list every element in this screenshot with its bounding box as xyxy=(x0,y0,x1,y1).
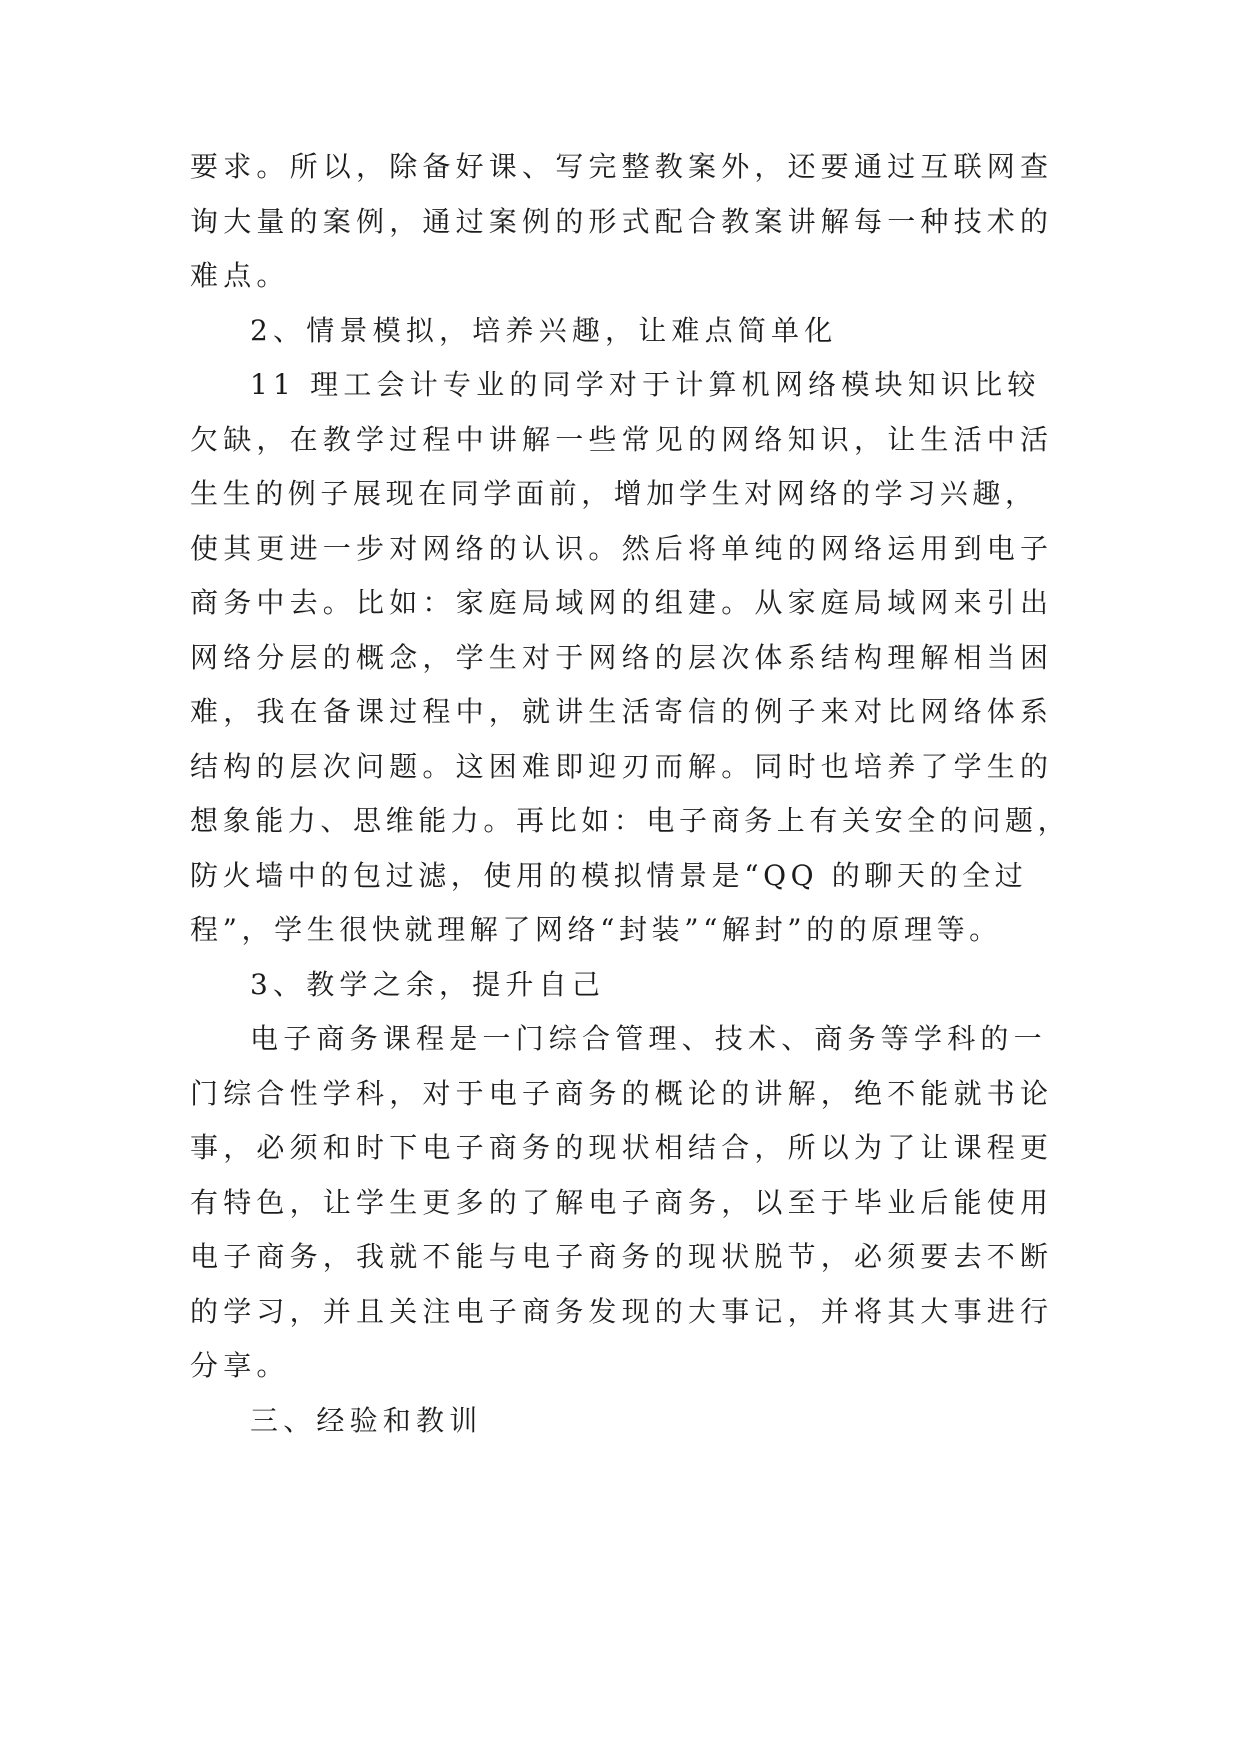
text-line: 询大量的案例，通过案例的形式配合教案讲解每一种技术的 xyxy=(190,205,1054,238)
text-line: 结构的层次问题。这困难即迎刃而解。同时也培养了学生的 xyxy=(190,750,1054,783)
text-line: 难，我在备课过程中，就讲生活寄信的例子来对比网络体系 xyxy=(190,695,1054,728)
text-line: 欠缺，在教学过程中讲解一些常见的网络知识，让生活中活 xyxy=(190,423,1054,456)
section-heading: 3、教学之余，提升自己 xyxy=(250,968,606,1001)
text-line: 程”，学生很快就理解了网络“封装”“解封”的的原理等。 xyxy=(190,913,1002,946)
text-line: 使其更进一步对网络的认识。然后将单纯的网络运用到电子 xyxy=(190,532,1054,565)
text-line: 难点。 xyxy=(190,259,290,292)
text-line: 商务中去。比如：家庭局域网的组建。从家庭局域网来引出 xyxy=(190,586,1054,619)
text-line: 网络分层的概念，学生对于网络的层次体系结构理解相当困 xyxy=(190,641,1054,674)
text-line: 电子商务，我就不能与电子商务的现状脱节，必须要去不断 xyxy=(190,1240,1054,1273)
text-line: 防火墙中的包过滤，使用的模拟情景是“QQ 的聊天的全过 xyxy=(190,859,1028,892)
text-line: 要求。所以，除备好课、写完整教案外，还要通过互联网查 xyxy=(190,150,1054,183)
paragraph-start: 电子商务课程是一门综合管理、技术、商务等学科的一 xyxy=(250,1022,1047,1055)
text-line: 门综合性学科，对于电子商务的概论的讲解，绝不能就书论 xyxy=(190,1077,1054,1110)
section-heading: 三、经验和教训 xyxy=(250,1404,483,1437)
paragraph-start: 11 理工会计专业的同学对于计算机网络模块知识比较 xyxy=(250,368,1041,401)
text-line: 的学习，并且关注电子商务发现的大事记，并将其大事进行 xyxy=(190,1295,1054,1328)
text-line: 有特色，让学生更多的了解电子商务，以至于毕业后能使用 xyxy=(190,1186,1054,1219)
text-line: 生生的例子展现在同学面前，增加学生对网络的学习兴趣， xyxy=(190,477,1038,510)
section-heading: 2、情景模拟，培养兴趣，让难点简单化 xyxy=(250,314,838,347)
text-line: 事，必须和时下电子商务的现状相结合，所以为了让课程更 xyxy=(190,1131,1054,1164)
text-line: 想象能力、思维能力。再比如：电子商务上有关安全的问题， xyxy=(190,804,1071,837)
text-line: 分享。 xyxy=(190,1349,290,1382)
